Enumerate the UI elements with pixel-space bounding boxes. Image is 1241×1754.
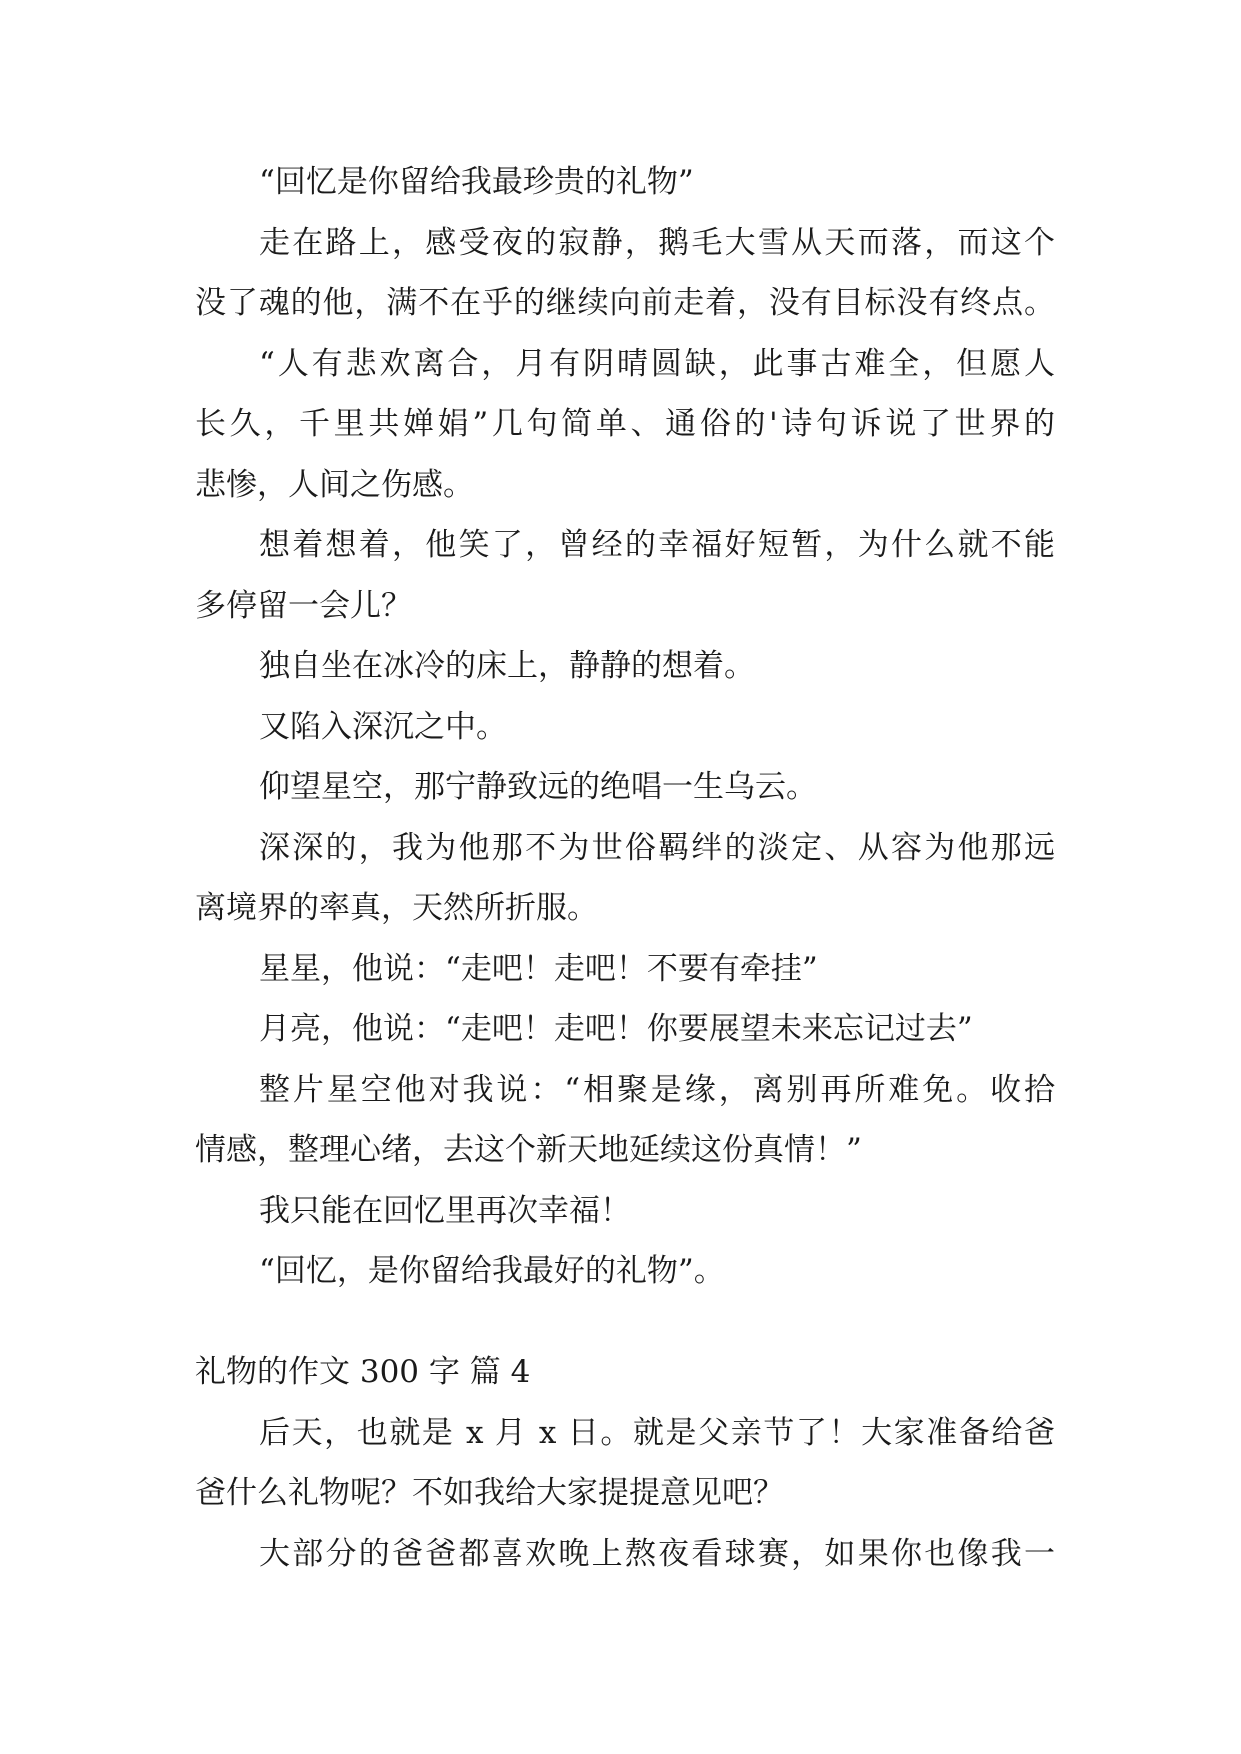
text-line: 仰望星空，那宁静致远的绝唱一生乌云。 xyxy=(259,769,817,805)
text-line: 想着想着，他笑了，曾经的幸福好短暂，为什么就不能 xyxy=(259,527,1055,563)
text-line: 月亮，他说：“走吧！走吧！你要展望未来忘记过去” xyxy=(259,1011,973,1047)
text-line: 又陷入深沉之中。 xyxy=(259,709,507,745)
text-line: 多停留一会儿？ xyxy=(195,588,412,624)
text-line: 独自坐在冰冷的床上，静静的想着。 xyxy=(259,648,755,684)
text-line: 走在路上，感受夜的寂静，鹅毛大雪从天而落，而这个 xyxy=(259,225,1055,261)
text-line: 我只能在回忆里再次幸福！ xyxy=(259,1193,631,1229)
text-line: 后天，也就是 x 月 x 日。就是父亲节了！大家准备给爸 xyxy=(259,1415,1055,1451)
section-heading: 礼物的作文 300 字 篇 4 xyxy=(195,1354,531,1390)
text-line: 深深的，我为他那不为世俗羁绊的淡定、从容为他那远 xyxy=(259,830,1055,866)
text-line: 离境界的率真，天然所折服。 xyxy=(195,890,598,926)
text-line: “人有悲欢离合，月有阴晴圆缺，此事古难全，但愿人 xyxy=(259,346,1055,382)
text-line: 长久，千里共婵娟”几句简单、通俗的'诗句诉说了世界的 xyxy=(195,406,1055,442)
text-line: 爸什么礼物呢？不如我给大家提提意见吧？ xyxy=(195,1475,784,1511)
text-line: 悲惨，人间之伤感。 xyxy=(195,467,474,503)
text-line: 情感，整理心绪，去这个新天地延续这份真情！” xyxy=(195,1132,862,1168)
text-line: 没了魂的他，满不在乎的继续向前走着，没有目标没有终点。 xyxy=(195,285,1055,321)
text-line: 星星，他说：“走吧！走吧！不要有牵挂” xyxy=(259,951,818,987)
text-line: 整片星空他对我说：“相聚是缘，离别再所难免。收拾 xyxy=(259,1072,1055,1108)
text-line: “回忆，是你留给我最好的礼物”。 xyxy=(259,1253,725,1289)
text-line: “回忆是你留给我最珍贵的礼物” xyxy=(259,164,694,200)
text-line: 大部分的爸爸都喜欢晚上熬夜看球赛，如果你也像我一 xyxy=(259,1536,1055,1572)
